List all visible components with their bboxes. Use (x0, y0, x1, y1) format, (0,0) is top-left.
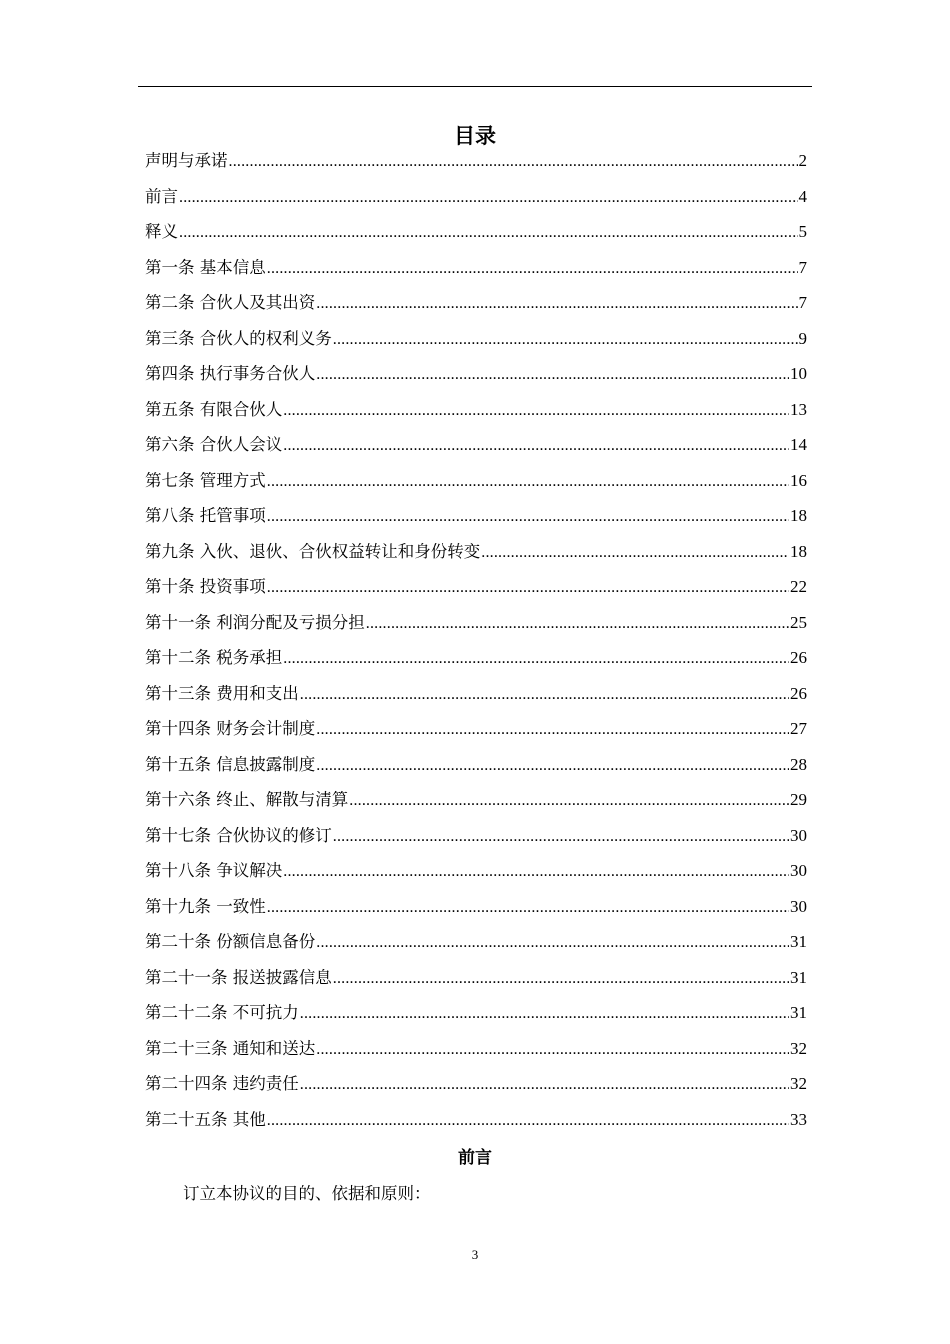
body-paragraph: 订立本协议的目的、依据和原则： (183, 1184, 431, 1203)
toc-entry[interactable] (145, 214, 807, 250)
toc-dot-leader (481, 534, 789, 570)
toc-entry-text: 第二十三条 通知和送达 (145, 1038, 316, 1058)
toc-entry-text: 第十五条 信息披露制度 (145, 754, 316, 774)
toc-dot-leader (316, 356, 789, 392)
toc-entry-page: 31 (790, 932, 807, 951)
toc-entry-page: 30 (790, 896, 807, 916)
toc-entry[interactable] (145, 143, 807, 179)
toc-entry-text: 第二十条 份额信息备份 (145, 932, 316, 951)
toc-entry[interactable] (145, 321, 807, 357)
toc-entry-page: 9 (798, 328, 807, 348)
toc-entry-text: 第十九条 一致性 (145, 896, 266, 916)
toc-entry-text: 前言 (145, 186, 178, 206)
toc-dot-leader (179, 214, 798, 250)
toc-entry[interactable] (145, 1066, 807, 1102)
toc-entry[interactable] (145, 1031, 807, 1067)
toc-entry-text: 第十六条 终止、解散与清算 (145, 790, 349, 809)
toc-entry-page: 4 (798, 186, 807, 206)
toc-dot-leader (179, 179, 798, 215)
toc-entry-text: 第二十五条 其他 (145, 1109, 266, 1129)
toc-dot-leader (267, 498, 789, 534)
toc-entry-text: 第十三条 费用和支出 (145, 683, 299, 703)
toc-entry-text: 第十七条 合伙协议的修订 (145, 825, 332, 845)
toc-entry-page: 33 (790, 1109, 807, 1129)
toc-entry[interactable] (145, 747, 807, 783)
toc-dot-leader (267, 569, 789, 605)
toc-entry-text: 声明与承诺 (145, 151, 228, 170)
toc-entry-text: 第九条 入伙、退伙、合伙权益转让和身份转变 (145, 541, 481, 561)
toc-dot-leader (229, 143, 798, 179)
toc-entry-page: 18 (790, 506, 807, 525)
toc-entry-page: 28 (790, 754, 807, 774)
toc-entry[interactable] (145, 782, 807, 818)
toc-entry-page: 18 (790, 541, 807, 561)
toc-entry-text: 第七条 管理方式 (145, 470, 266, 490)
toc-entry-text: 第十四条 财务会计制度 (145, 719, 316, 738)
toc-dot-leader (316, 711, 789, 747)
toc-entry-text: 第二十一条 报送披露信息 (145, 967, 332, 987)
toc-entry-text: 第三条 合伙人的权利义务 (145, 328, 332, 348)
toc-entry-page: 26 (790, 648, 807, 667)
toc-entry[interactable] (145, 960, 807, 996)
toc-dot-leader (333, 960, 789, 996)
toc-entry-page: 16 (790, 470, 807, 490)
toc-dot-leader (267, 889, 789, 925)
toc-dot-leader (316, 747, 789, 783)
toc-entry-page: 25 (790, 612, 807, 632)
toc-entry-page: 5 (798, 222, 807, 241)
toc-entry[interactable] (145, 711, 807, 747)
toc-entry-text: 第四条 执行事务合伙人 (145, 364, 316, 383)
toc-entry-text: 第八条 托管事项 (145, 506, 266, 525)
toc-entry-page: 22 (790, 577, 807, 596)
toc-entry[interactable] (145, 356, 807, 392)
toc-entry-page: 14 (790, 435, 807, 454)
toc-dot-leader (283, 853, 789, 889)
toc-entry[interactable] (145, 818, 807, 854)
toc-entry-page: 29 (790, 790, 807, 809)
page-number: 3 (471, 1247, 479, 1262)
toc-dot-leader (283, 640, 789, 676)
toc-dot-leader (300, 1066, 789, 1102)
toc-entry-page: 32 (790, 1038, 807, 1058)
toc-entry[interactable] (145, 179, 807, 215)
toc-entry-text: 第十条 投资事项 (145, 577, 266, 596)
toc-entry-text: 第十一条 利润分配及亏损分担 (145, 612, 365, 632)
toc-entry-page: 31 (790, 1003, 807, 1022)
toc-entry[interactable] (145, 534, 807, 570)
toc-entry-page: 26 (790, 683, 807, 703)
toc-dot-leader (333, 818, 789, 854)
toc-title: 目录 (454, 124, 496, 148)
toc-entry-text: 第二十二条 不可抗力 (145, 1003, 299, 1022)
toc-entry[interactable] (145, 924, 807, 960)
toc-dot-leader (316, 285, 797, 321)
toc-dot-leader (366, 605, 789, 641)
toc-dot-leader (267, 463, 789, 499)
toc-dot-leader (267, 1102, 789, 1138)
toc-entry[interactable] (145, 676, 807, 712)
toc-entry-text: 第十八条 争议解决 (145, 861, 283, 880)
toc-dot-leader (283, 392, 789, 428)
toc-entry-text: 第二条 合伙人及其出资 (145, 293, 316, 312)
section-heading: 前言 (458, 1148, 492, 1168)
toc-entry[interactable] (145, 498, 807, 534)
toc-dot-leader (316, 924, 789, 960)
toc-entry-text: 第六条 合伙人会议 (145, 435, 283, 454)
toc-entry-page: 30 (790, 825, 807, 845)
toc-entry[interactable] (145, 392, 807, 428)
toc-entry[interactable] (145, 853, 807, 889)
toc-entry-text: 第二十四条 违约责任 (145, 1074, 299, 1093)
table-of-contents (145, 143, 807, 1137)
toc-dot-leader (316, 1031, 789, 1067)
toc-dot-leader (300, 995, 789, 1031)
toc-entry[interactable] (145, 463, 807, 499)
toc-entry-page: 31 (790, 967, 807, 987)
toc-entry-page: 13 (790, 399, 807, 419)
header-rule (138, 86, 812, 87)
toc-entry[interactable] (145, 250, 807, 286)
toc-entry-page: 27 (790, 719, 807, 738)
toc-entry[interactable] (145, 427, 807, 463)
toc-entry[interactable] (145, 995, 807, 1031)
toc-entry[interactable] (145, 640, 807, 676)
toc-entry-page: 32 (790, 1074, 807, 1093)
toc-dot-leader (283, 427, 789, 463)
toc-entry-page: 7 (798, 257, 807, 277)
toc-dot-leader (349, 782, 789, 818)
toc-dot-leader (300, 676, 789, 712)
toc-entry[interactable] (145, 285, 807, 321)
toc-entry-page: 10 (790, 364, 807, 383)
toc-entry-page: 7 (798, 293, 807, 312)
toc-entry[interactable] (145, 569, 807, 605)
toc-entry[interactable] (145, 605, 807, 641)
toc-entry-page: 30 (790, 861, 807, 880)
toc-entry[interactable] (145, 889, 807, 925)
toc-dot-leader (267, 250, 798, 286)
toc-entry-page: 2 (798, 151, 807, 170)
toc-entry[interactable] (145, 1102, 807, 1138)
toc-entry-text: 第一条 基本信息 (145, 257, 266, 277)
toc-entry-text: 释义 (145, 222, 178, 241)
toc-entry-text: 第五条 有限合伙人 (145, 399, 283, 419)
toc-dot-leader (333, 321, 798, 357)
toc-entry-text: 第十二条 税务承担 (145, 648, 283, 667)
